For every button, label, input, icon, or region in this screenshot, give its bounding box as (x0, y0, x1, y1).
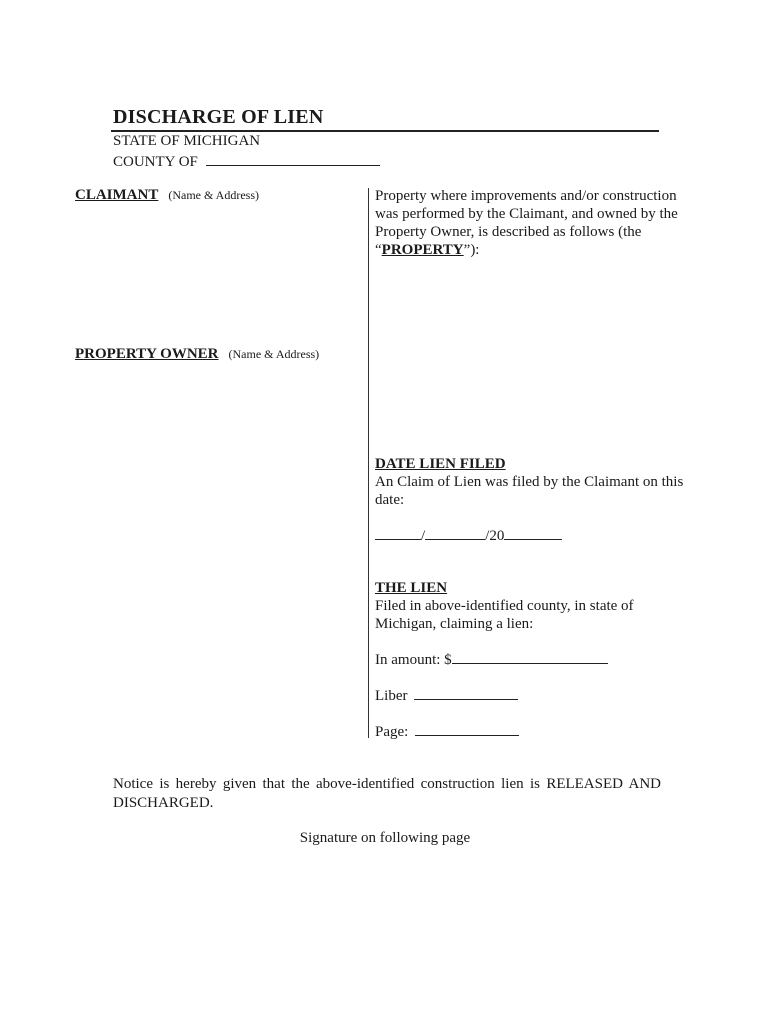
the-lien-line-2: Michigan, claiming a lien: (375, 616, 534, 632)
county-line (113, 152, 380, 171)
title-underline (111, 130, 659, 132)
property-owner-block (75, 345, 319, 363)
property-line-2: was performed by the Claimant, and owned by the (375, 206, 678, 222)
date-lien-fields (375, 526, 695, 545)
property-line-3: Property Owner, is described as follows (the (375, 224, 642, 240)
county-label: COUNTY OF (113, 154, 198, 170)
document-title: DISCHARGE OF LIEN (113, 106, 324, 128)
state-line: STATE OF MICHIGAN (113, 133, 261, 149)
property-owner-label: PROPERTY OWNER (75, 346, 219, 362)
liber-field[interactable] (414, 686, 518, 700)
date-lien-filed-section (375, 455, 695, 545)
date-lien-line-1: An Claim of Lien was filed by the Claimant on this (375, 474, 684, 490)
date-lien-line-2: date: (375, 492, 405, 508)
amount-row (375, 650, 695, 669)
month-field[interactable] (375, 526, 421, 540)
property-description (375, 187, 695, 259)
property-owner-note: (Name & Address) (228, 347, 320, 361)
claimant-block (75, 186, 259, 204)
claimant-label: CLAIMANT (75, 187, 159, 203)
property-line-4 (375, 241, 695, 259)
the-lien-section (375, 579, 695, 741)
property-line-1: Property where improvements and/or construction (375, 188, 677, 204)
year-prefix: /20 (485, 528, 505, 544)
open-quote: “ (375, 242, 382, 258)
property-term: PROPERTY (381, 242, 464, 258)
page-row (375, 722, 695, 741)
amount-label: In amount: $ (375, 652, 452, 668)
page-label: Page: (375, 724, 409, 740)
day-field[interactable] (425, 526, 485, 540)
column-divider (368, 188, 369, 738)
liber-row (375, 686, 695, 705)
the-lien-line-1: Filed in above-identified county, in state of (375, 598, 634, 614)
property-close: ”): (463, 242, 480, 258)
the-lien-heading: THE LIEN (375, 580, 448, 596)
county-field[interactable] (206, 152, 380, 166)
page-field[interactable] (415, 722, 519, 736)
signature-note: Signature on following page (299, 830, 471, 846)
date-lien-filed-heading: DATE LIEN FILED (375, 456, 506, 472)
year-field[interactable] (504, 526, 562, 540)
liber-label: Liber (375, 688, 408, 704)
amount-field[interactable] (452, 650, 608, 664)
date-slash: / (421, 528, 426, 544)
notice-text: Notice is hereby given that the above-identified construction lien is RELEASED AND DISCHARGED. (113, 776, 661, 811)
claimant-note: (Name & Address) (168, 188, 259, 202)
